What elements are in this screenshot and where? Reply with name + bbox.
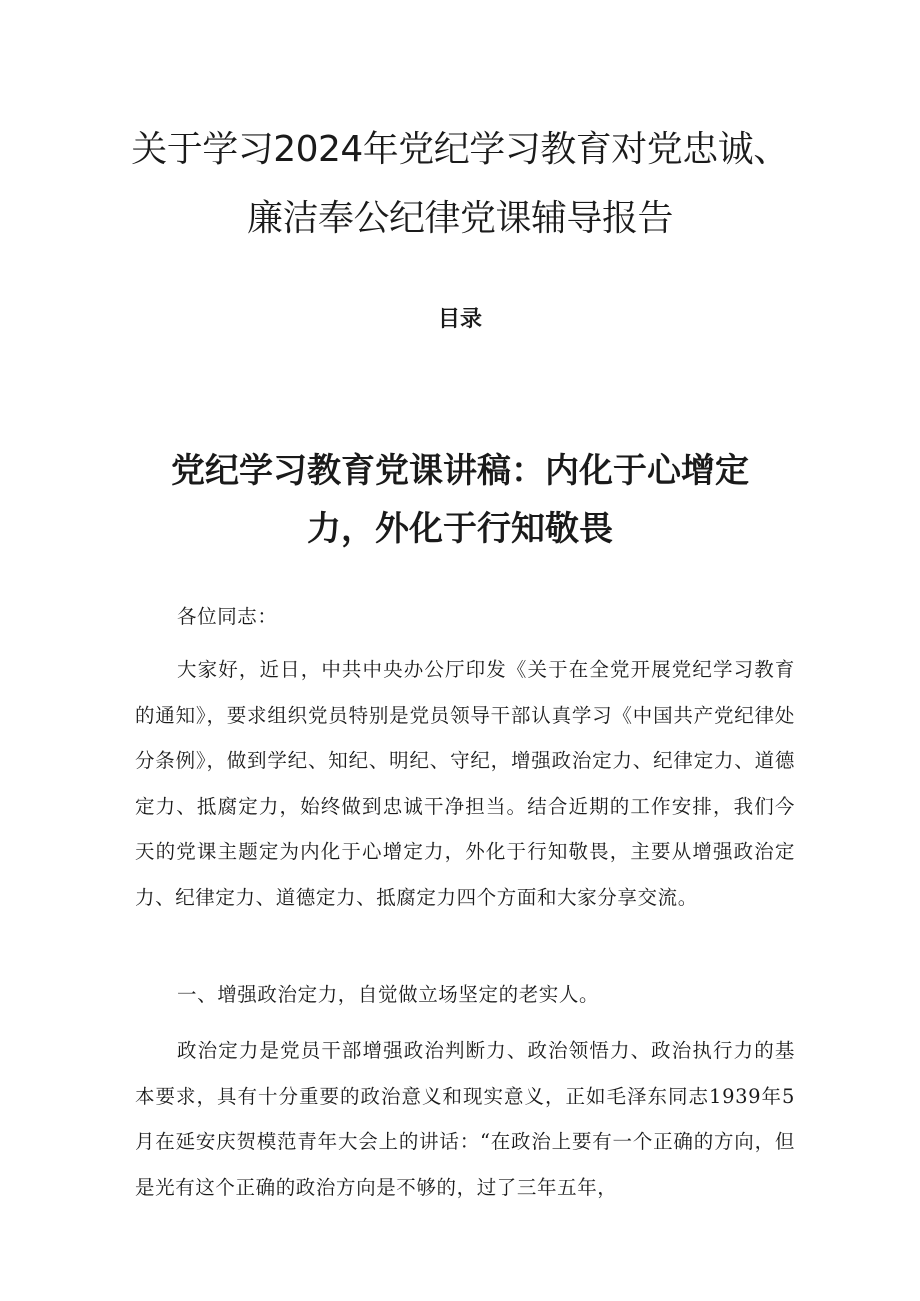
salutation: 各位同志： <box>177 605 278 628</box>
document-title-line-2: 廉洁奉公纪律党课辅导报告 <box>246 198 673 239</box>
toc-heading: 目录 <box>437 307 482 332</box>
paragraph-intro: 大家好，近日，中共中央办公厅印发《关于在全党开展党纪学习教育的通知》，要求组织党员特别是党员领导干部认真学习《中国共产党纪律处分条例》，做到学纪、知纪、明纪、守纪，增强政治定力、纪律定力、道德定力、抵腐定力，始终做到忠诚干净担当。结合近期的工作安排，我们今天的党课主题定为内化于心增定力，外化于行知敬畏，主要从增强政治定力、纪律定力、道德定力、抵腐定力四个方面和大家分享交流。 <box>135 658 795 909</box>
section-heading-1: 一、增强政治定力，自觉做立场坚定的老实人。 <box>177 983 600 1006</box>
speech-title-line-2: 力，外化于行知敬畏 <box>307 509 613 549</box>
paragraph-political-resolve: 政治定力是党员干部增强政治判断力、政治领悟力、政治执行力的基本要求，具有十分重要的政治意义和现实意义，正如毛泽东同志1939年5月在延安庆贺模范青年大会上的讲话：“在政治上要有一个正确的方向，但是光有这个正确的政治方向是不够的，过了三年五年， <box>135 1039 795 1199</box>
speech-title-line-1: 党纪学习教育党课讲稿：内化于心增定 <box>171 451 749 491</box>
document-title-line-1: 关于学习2024年党纪学习教育对党忠诚、 <box>131 129 789 170</box>
